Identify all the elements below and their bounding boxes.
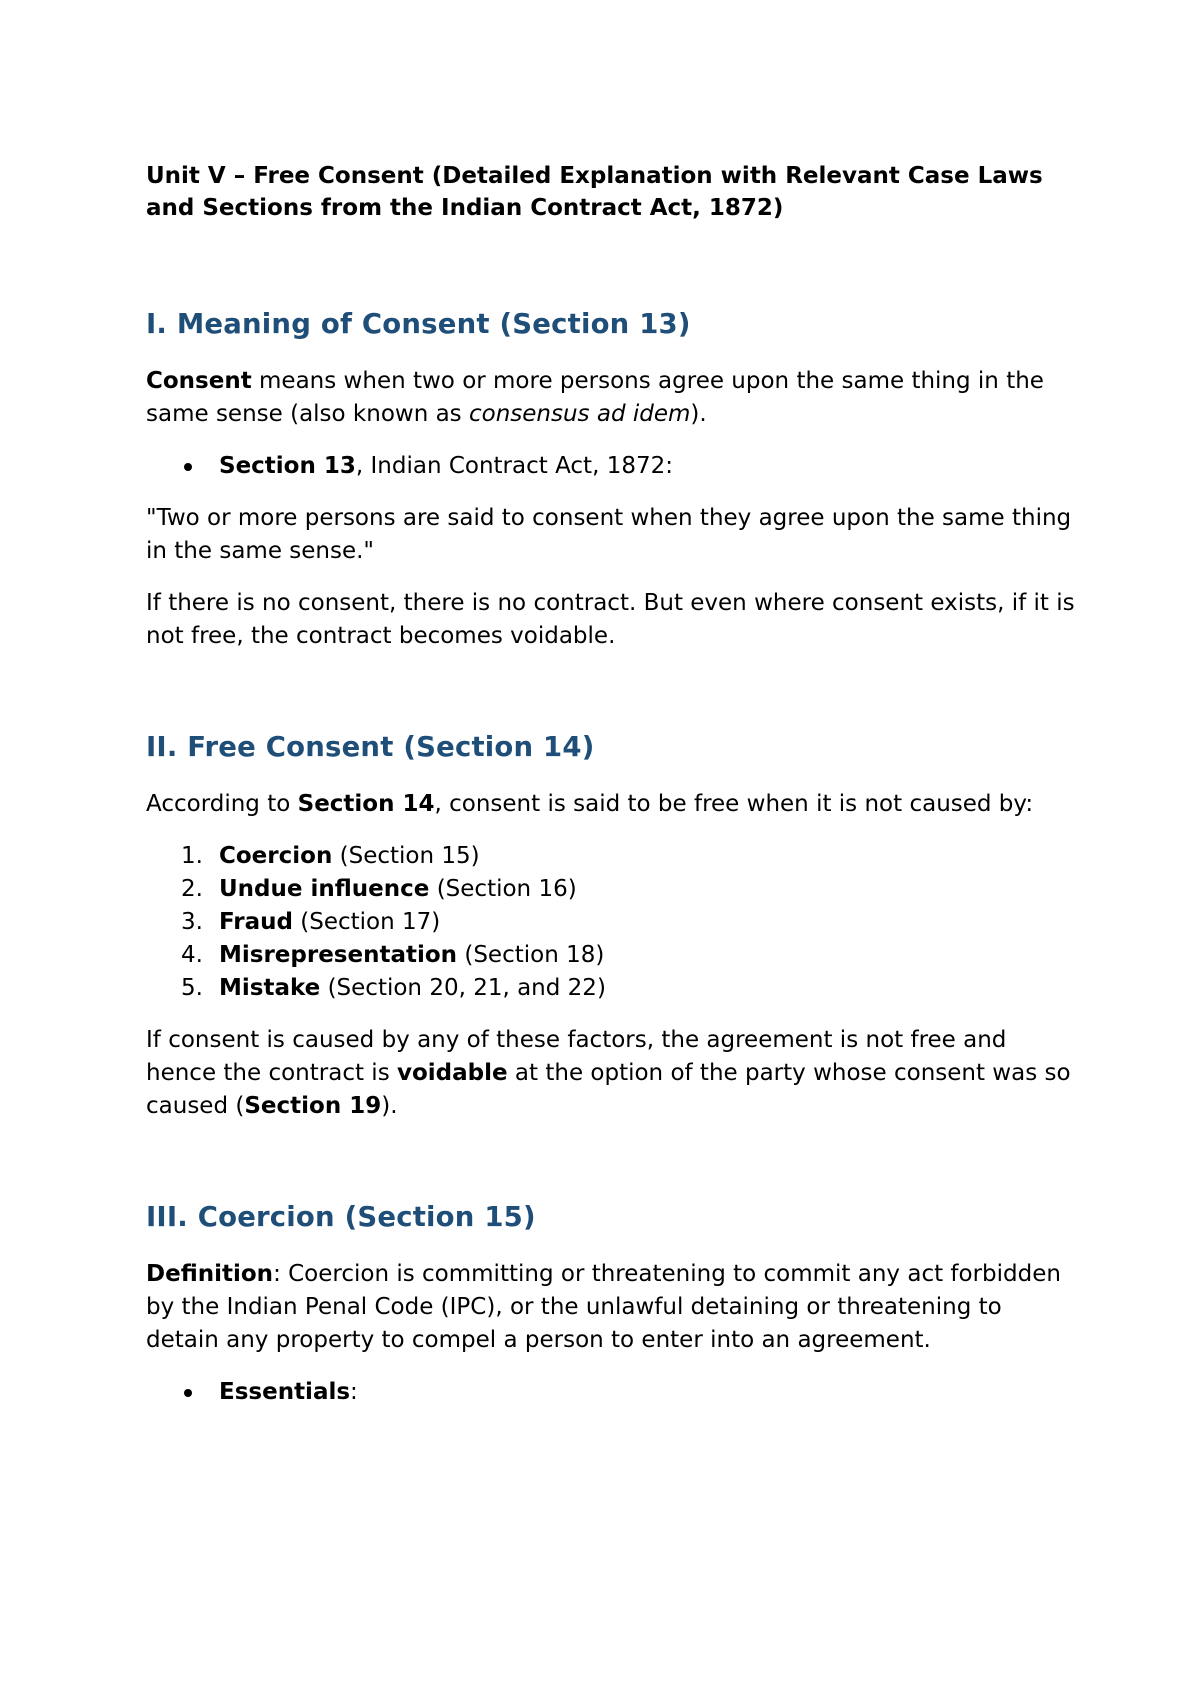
consent-term: Consent <box>146 368 252 394</box>
no-consent-paragraph: If there is no consent, there is no contract. But even where consent exists, if it is not free, the contract becomes voidable. <box>146 590 1075 649</box>
document-title: Unit V – Free Consent (Detailed Explanation with Relevant Case Laws and Sections from the Indian Contract Act, 1872) <box>146 163 1043 221</box>
section-13-quote: "Two or more persons are said to consent when they agree upon the same thing in the same sense." <box>146 505 1072 564</box>
coercion-essentials-list <box>146 1376 1076 1409</box>
list-item: 3. Fraud (Section 17) <box>181 909 441 935</box>
list-item: Section 13, Indian Contract Act, 1872: <box>146 450 1076 483</box>
consent-definition-paragraph: Consent means when two or more persons agree upon the same thing in the same sense (also known as consensus ad idem). <box>146 368 1044 427</box>
bullet-icon <box>184 463 192 471</box>
consensus-ad-idem-term: consensus ad idem <box>468 401 691 427</box>
voidable-paragraph: If consent is caused by any of these factors, the agreement is not free and hence the contract is voidable at the option of the party whose consent was so caused (Section 19). <box>146 1027 1071 1119</box>
list-item: 4. Misrepresentation (Section 18) <box>181 942 605 968</box>
section-heading-meaning-of-consent: I. Meaning of Consent (Section 13) <box>146 308 691 340</box>
list-item: 1. Coercion (Section 15) <box>181 843 480 869</box>
section-13-bullet-list <box>146 450 1076 483</box>
section-heading-coercion: III. Coercion (Section 15) <box>146 1201 536 1233</box>
list-item: 5. Mistake (Section 20, 21, and 22) <box>181 975 606 1001</box>
coercion-definition-paragraph: Definition: Coercion is committing or threatening to commit any act forbidden by the Indian Penal Code (IPC), or the unlawful detaining or threatening to detain any property to compel a person to enter into an agreement. <box>146 1261 1061 1353</box>
list-item: 2. Undue influence (Section 16) <box>181 876 577 902</box>
document-page <box>146 160 1076 1409</box>
list-item: Essentials: <box>146 1376 1076 1409</box>
section-heading-free-consent: II. Free Consent (Section 14) <box>146 731 595 763</box>
free-consent-intro-paragraph: According to Section 14, consent is said to be free when it is not caused by: <box>146 791 1034 817</box>
free-consent-factors-list <box>146 840 1076 1005</box>
bullet-icon <box>184 1389 192 1397</box>
